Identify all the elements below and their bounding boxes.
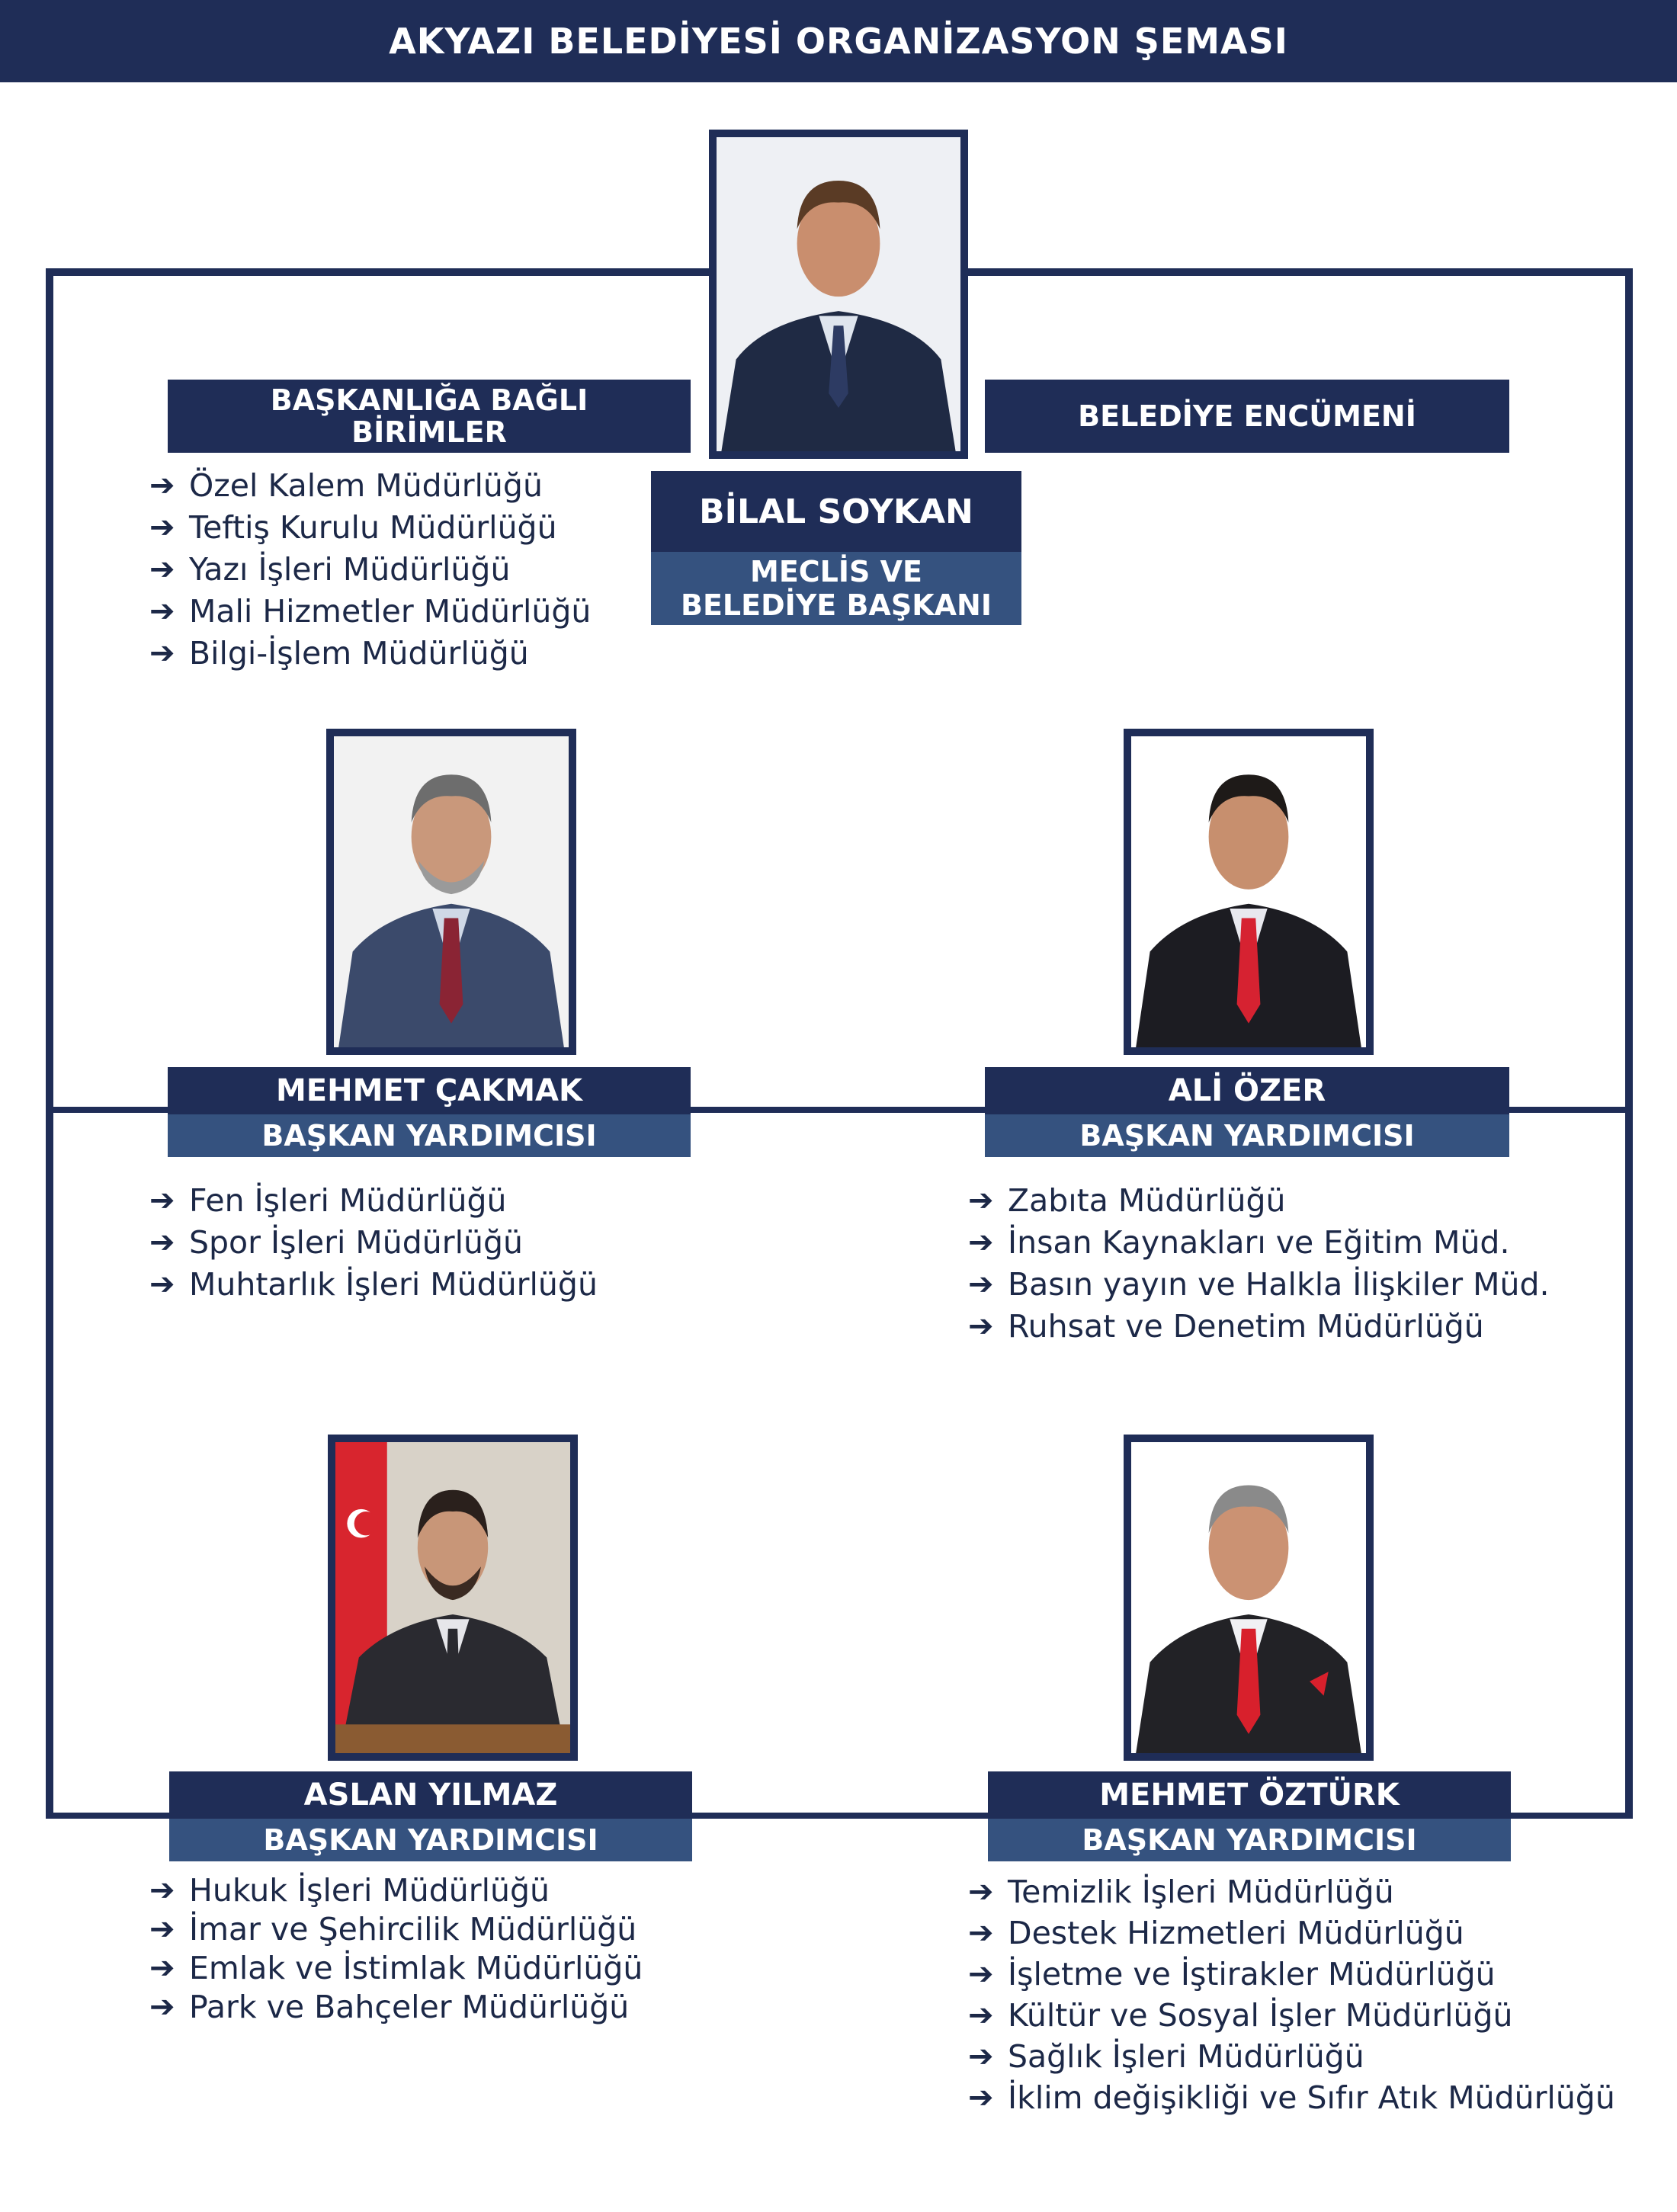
mayor-name-box bbox=[651, 471, 1021, 552]
deputy-photo bbox=[328, 1435, 578, 1761]
deputy-title-box bbox=[985, 1114, 1509, 1157]
mayor-name: BİLAL SOYKAN bbox=[699, 492, 973, 531]
list-item: ➔ Kültür ve Sosyal İşler Müdürlüğü bbox=[968, 1995, 1615, 2036]
page-title: AKYAZI BELEDİYESİ ORGANİZASYON ŞEMASI bbox=[0, 0, 1677, 82]
list-item: ➔ Fen İşleri Müdürlüğü bbox=[149, 1180, 598, 1222]
arrow-icon: ➔ bbox=[149, 594, 175, 629]
person-portrait-icon bbox=[335, 1442, 570, 1753]
connector-left-vertical bbox=[46, 268, 53, 1819]
deputy-name: MEHMET ÇAKMAK bbox=[275, 1073, 582, 1108]
arrow-icon: ➔ bbox=[149, 1912, 175, 1947]
deputy-photo bbox=[1124, 729, 1374, 1055]
list-item: ➔ Emlak ve İstimlak Müdürlüğü bbox=[149, 1950, 643, 1986]
arrow-icon: ➔ bbox=[968, 1915, 994, 1951]
council-box bbox=[985, 380, 1509, 453]
deputy-photo bbox=[326, 729, 576, 1055]
deputy-title-box bbox=[988, 1819, 1511, 1861]
deputy-title-box bbox=[169, 1819, 692, 1861]
arrow-icon: ➔ bbox=[968, 1998, 994, 2033]
deputy-name: ALİ ÖZER bbox=[1168, 1073, 1326, 1108]
arrow-icon: ➔ bbox=[968, 1957, 994, 1992]
arrow-icon: ➔ bbox=[149, 1951, 175, 1986]
person-portrait-icon bbox=[334, 736, 569, 1047]
deputy-title-box bbox=[168, 1114, 691, 1157]
list-item: ➔ Ruhsat ve Denetim Müdürlüğü bbox=[968, 1306, 1550, 1348]
arrow-icon: ➔ bbox=[149, 1873, 175, 1908]
arrow-icon: ➔ bbox=[149, 510, 175, 545]
list-item: ➔ Hukuk İşleri Müdürlüğü bbox=[149, 1872, 550, 1909]
deputy-name-box bbox=[169, 1771, 692, 1819]
list-item: ➔ Mali Hizmetler Müdürlüğü bbox=[149, 591, 591, 633]
presidency-units-box bbox=[168, 380, 691, 453]
connector-right-vertical bbox=[1625, 268, 1633, 1819]
arrow-icon: ➔ bbox=[149, 1267, 175, 1302]
list-item: ➔ Basın yayın ve Halkla İlişkiler Müd. bbox=[968, 1264, 1550, 1306]
list-item: ➔ Temizlik İşleri Müdürlüğü bbox=[968, 1871, 1615, 1912]
list-item: ➔ Destek Hizmetleri Müdürlüğü bbox=[968, 1912, 1615, 1954]
mayor-photo bbox=[709, 130, 968, 459]
list-item: ➔ İnsan Kaynakları ve Eğitim Müd. bbox=[968, 1222, 1550, 1264]
arrow-icon: ➔ bbox=[149, 552, 175, 587]
person-portrait-icon bbox=[717, 137, 960, 451]
arrow-icon: ➔ bbox=[968, 1183, 994, 1218]
deputy-title: BAŞKAN YARDIMCISI bbox=[1082, 1823, 1417, 1857]
deputy-units-list bbox=[149, 1871, 643, 2027]
deputy-title: BAŞKAN YARDIMCISI bbox=[263, 1823, 598, 1857]
list-item: ➔ Spor İşleri Müdürlüğü bbox=[149, 1222, 598, 1264]
arrow-icon: ➔ bbox=[968, 2039, 994, 2074]
arrow-icon: ➔ bbox=[968, 2080, 994, 2115]
connector-top-left bbox=[46, 268, 717, 276]
person-portrait-icon bbox=[1131, 736, 1366, 1047]
list-item: ➔ Park ve Bahçeler Müdürlüğü bbox=[149, 1989, 630, 2025]
deputy-title: BAŞKAN YARDIMCISI bbox=[1079, 1119, 1415, 1152]
list-item: ➔ Özel Kalem Müdürlüğü bbox=[149, 465, 591, 507]
list-item: ➔ Muhtarlık İşleri Müdürlüğü bbox=[149, 1264, 598, 1306]
deputy-units-list bbox=[968, 1180, 1550, 1348]
deputy-name-box bbox=[168, 1067, 691, 1114]
list-item: ➔ Zabıta Müdürlüğü bbox=[968, 1180, 1550, 1222]
arrow-icon: ➔ bbox=[149, 1183, 175, 1218]
connector-top-right bbox=[962, 268, 1633, 276]
presidency-units-title: BAŞKANLIĞA BAĞLI BİRİMLER bbox=[270, 383, 588, 449]
list-item: ➔ İşletme ve İştirakler Müdürlüğü bbox=[968, 1954, 1615, 1995]
deputy-photo bbox=[1124, 1435, 1374, 1761]
arrow-icon: ➔ bbox=[149, 468, 175, 503]
deputy-name-box bbox=[985, 1067, 1509, 1114]
arrow-icon: ➔ bbox=[968, 1225, 994, 1260]
arrow-icon: ➔ bbox=[968, 1267, 994, 1302]
list-item: ➔ Yazı İşleri Müdürlüğü bbox=[149, 549, 591, 591]
presidency-units-list bbox=[149, 465, 591, 675]
mayor-title-box bbox=[651, 552, 1021, 625]
arrow-icon: ➔ bbox=[149, 636, 175, 671]
person-portrait-icon bbox=[1131, 1442, 1366, 1753]
arrow-icon: ➔ bbox=[968, 1874, 994, 1909]
arrow-icon: ➔ bbox=[149, 1989, 175, 2024]
deputy-name: MEHMET ÖZTÜRK bbox=[1099, 1778, 1400, 1813]
arrow-icon: ➔ bbox=[149, 1225, 175, 1260]
mayor-title: MECLİS VE BELEDİYE BAŞKANI bbox=[680, 555, 992, 622]
council-title: BELEDİYE ENCÜMENİ bbox=[1078, 399, 1416, 433]
deputy-title: BAŞKAN YARDIMCISI bbox=[261, 1119, 597, 1152]
list-item: ➔ İmar ve Şehircilik Müdürlüğü bbox=[149, 1911, 637, 1948]
list-item: ➔ İklim değişikliği ve Sıfır Atık Müdürlüğü bbox=[968, 2077, 1615, 2118]
deputy-units-list bbox=[149, 1180, 598, 1306]
deputy-units-list bbox=[968, 1871, 1615, 2118]
arrow-icon: ➔ bbox=[968, 1309, 994, 1344]
list-item: ➔ Bilgi-İşlem Müdürlüğü bbox=[149, 633, 591, 675]
deputy-name-box bbox=[988, 1771, 1511, 1819]
list-item: ➔ Teftiş Kurulu Müdürlüğü bbox=[149, 507, 591, 549]
deputy-name: ASLAN YILMAZ bbox=[303, 1778, 558, 1813]
list-item: ➔ Sağlık İşleri Müdürlüğü bbox=[968, 2036, 1615, 2077]
